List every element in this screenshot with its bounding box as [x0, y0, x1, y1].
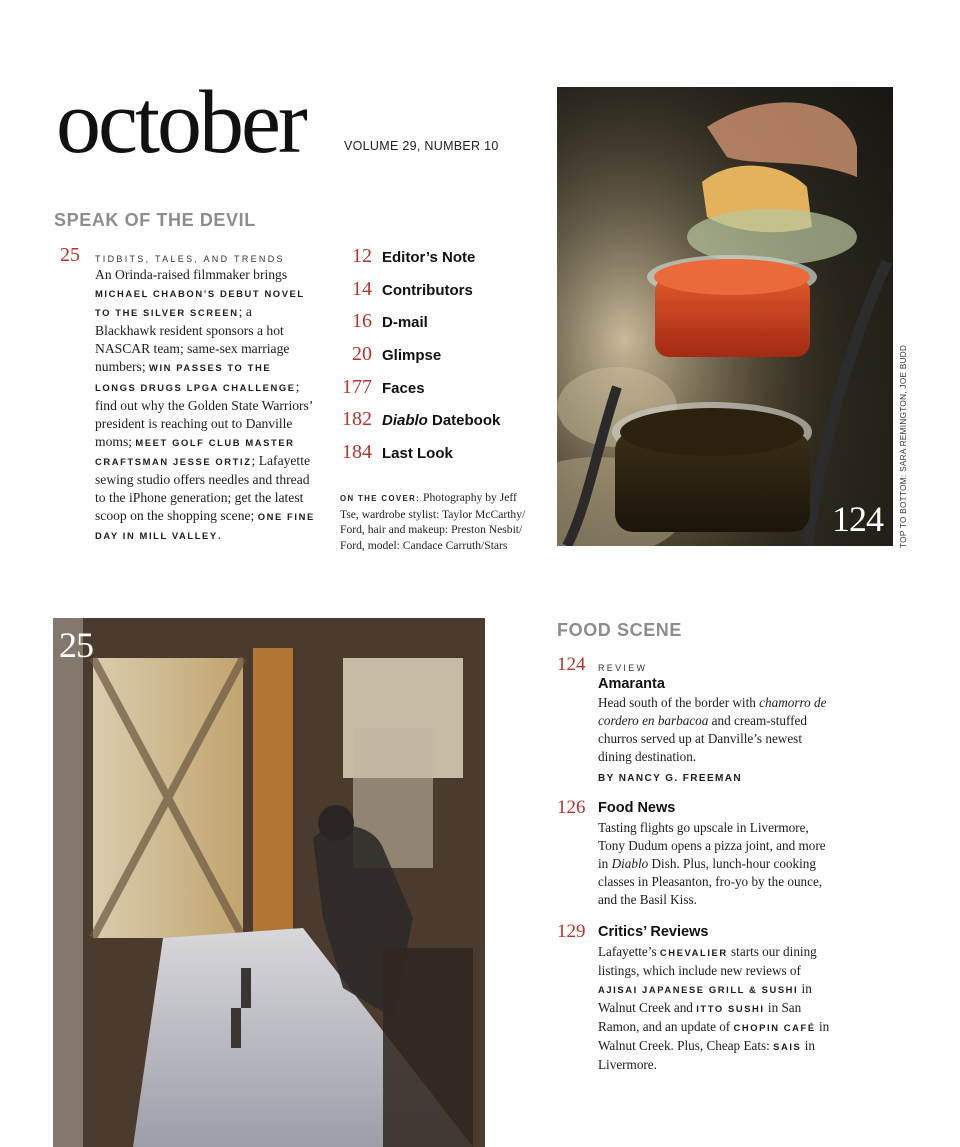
critics-description: [598, 943, 838, 1074]
critics-text: in San Ramon, and an update of: [598, 1000, 802, 1034]
toc-label-rest: Datebook: [427, 412, 501, 429]
feature-text: ; a Blackhawk resident sponsors a hot NASCAR team; same-sex marriage numbers;: [95, 304, 290, 375]
toc-label: D-mail: [382, 314, 428, 331]
feature-text: ; find out why the Golden State Warriors’ president is reaching out to Danville moms;: [95, 378, 313, 449]
critics-restaurant: SAIS: [773, 1041, 802, 1052]
toc-label: Glimpse: [382, 347, 442, 364]
feature-kicker: TIDBITS, TALES, AND TRENDS: [95, 254, 285, 264]
toc-item[interactable]: [338, 376, 538, 406]
news-title[interactable]: Food News: [598, 800, 676, 816]
salsa-illustration: [557, 87, 893, 546]
photo-page-number: 124: [832, 499, 883, 539]
toc-label: Editor’s Note: [382, 249, 476, 266]
critics-text: in Livermore.: [598, 1038, 815, 1072]
review-title[interactable]: Amaranta: [598, 676, 665, 692]
review-description: [598, 694, 838, 788]
toc-page-number: 177: [342, 376, 372, 398]
cover-text: Photography by Jeff Tse, wardrobe stylist: Taylor McCarthy/ Ford, hair and makeup: Preston Nesbit/ Ford, model: Candace Carruth/Stars: [340, 491, 526, 553]
toc-page-number: 14: [352, 278, 372, 300]
toc-label: Last Look: [382, 445, 453, 462]
toc-item[interactable]: [338, 408, 538, 438]
feature-highlight: MEET GOLF CLUB MASTER CRAFTSMAN JESSE ORTIZ: [95, 436, 295, 467]
section-heading-speak: SPEAK OF THE DEVIL: [54, 210, 256, 230]
toc-page-number: 12: [352, 245, 372, 267]
toc-item[interactable]: [338, 245, 538, 275]
toc-item[interactable]: [338, 310, 538, 340]
toc-label: Faces: [382, 380, 425, 397]
feature-text: ; Lafayette sewing studio offers needles and thread to the iPhone generation; get the latest scoop on the shopping scene;: [95, 452, 311, 524]
critics-page-number[interactable]: 129: [557, 921, 586, 942]
critics-title[interactable]: Critics’ Reviews: [598, 924, 709, 940]
critics-restaurant: ITTO SUSHI: [696, 1003, 765, 1014]
feature-description: [95, 266, 315, 545]
toc-page-number: 184: [342, 441, 372, 463]
review-page-number[interactable]: 124: [557, 654, 586, 675]
review-kicker: REVIEW: [598, 663, 648, 673]
volume-number: VOLUME 29, NUMBER 10: [344, 139, 499, 153]
section-heading-food: FOOD SCENE: [557, 620, 683, 640]
masthead-title: october: [56, 73, 305, 172]
dining-room-illustration: [53, 618, 485, 1147]
news-text: Tasting flights go upscale in Livermore, Tony Dudum opens a pizza joint, and more in: [598, 820, 826, 871]
photo-page-number: 25: [59, 625, 93, 665]
news-page-number[interactable]: 126: [557, 797, 586, 818]
toc-label-italic: Diablo: [382, 412, 428, 429]
critics-restaurant: CHOPIN CAFÉ: [733, 1022, 816, 1033]
toc-item[interactable]: [338, 441, 538, 471]
toc-page-number: 16: [352, 310, 372, 332]
news-text: Dish. Plus, lunch-hour cooking classes in Pleasanton, fro-yo by the ounce, and the Basil Kiss.: [598, 856, 823, 907]
dining-room-photo[interactable]: [53, 618, 485, 1147]
photo-credit: TOP TO BOTTOM: SARA REMINGTON, JOE BUDD: [899, 344, 908, 548]
toc-label: Contributors: [382, 282, 473, 299]
toc-item[interactable]: [338, 343, 538, 373]
review-text: and cream-stuffed churros served up at Danville’s newest dining destination.: [598, 713, 807, 764]
review-dish: chamorro de cordero en barbacoa: [598, 695, 827, 728]
review-byline: BY NANCY G. FREEMAN: [598, 773, 743, 784]
feature-highlight: ONE FINE DAY IN MILL VALLEY: [95, 511, 315, 542]
feature-highlight: WIN PASSES TO THE LONGS DRUGS LPGA CHALLENGE: [95, 362, 296, 393]
toc-item[interactable]: [338, 278, 538, 308]
critics-text: in Walnut Creek. Plus, Cheap Eats:: [598, 1019, 830, 1053]
feature-highlight: MICHAEL CHABON’S DEBUT NOVEL TO THE SILVER SCREEN: [95, 288, 305, 319]
toc-label: [382, 412, 500, 429]
critics-text: in Walnut Creek and: [598, 981, 812, 1015]
critics-restaurant: AJISAI JAPANESE GRILL & SUSHI: [598, 984, 799, 995]
cover-credits: [340, 490, 530, 554]
critics-text: starts our dining listings, which include new reviews of: [598, 944, 817, 978]
feature-text: An Orinda-raised filmmaker brings: [95, 267, 288, 282]
toc-page-number: 182: [342, 408, 372, 430]
feature-page-number[interactable]: 25: [60, 244, 80, 266]
review-text: Head south of the border with: [598, 695, 760, 710]
salsa-photo[interactable]: [557, 87, 893, 546]
cover-label: ON THE COVER:: [340, 494, 421, 503]
news-italic: Diablo: [611, 856, 649, 871]
critics-restaurant: CHEVALIER: [659, 947, 728, 958]
feature-text: .: [217, 527, 222, 543]
news-description: [598, 819, 838, 909]
toc-page-number: 20: [352, 343, 372, 365]
critics-text: Lafayette’s: [598, 944, 660, 959]
